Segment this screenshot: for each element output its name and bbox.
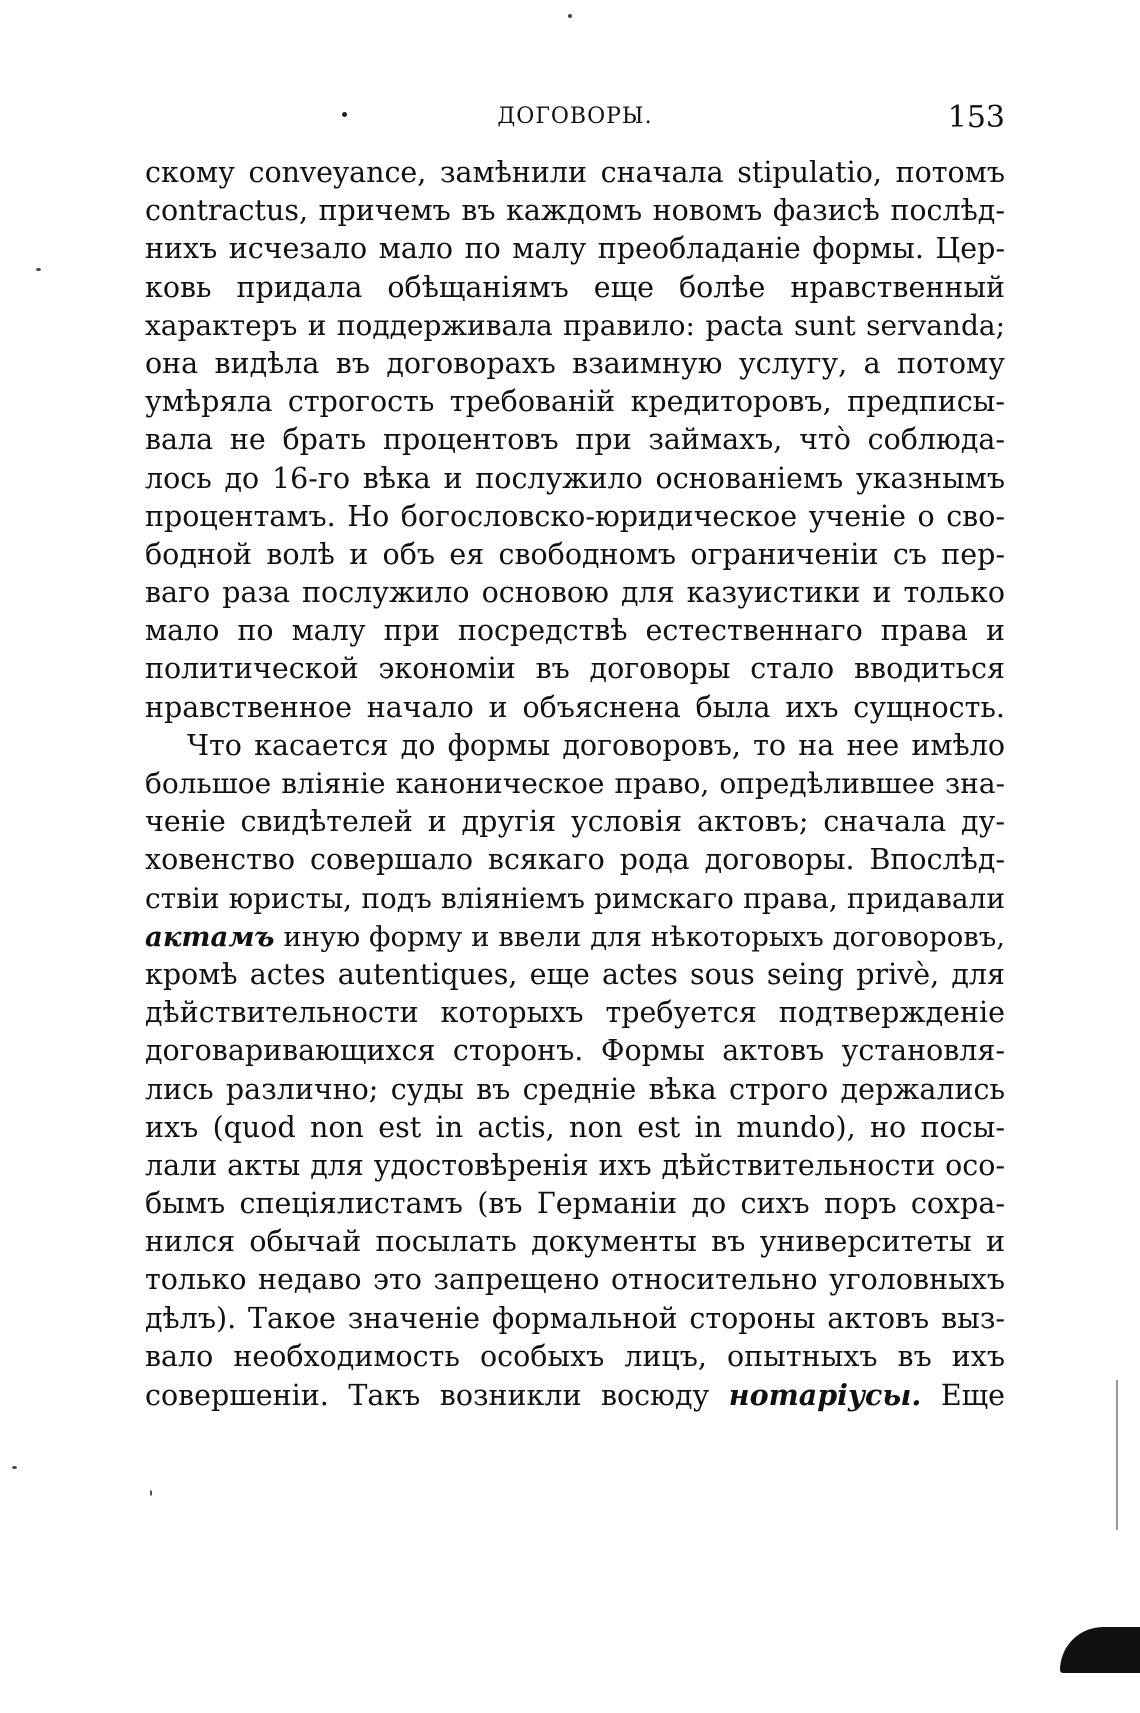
text-line: ихъ (quod non est in actis, non est in mundo), но посы-: [145, 1110, 1005, 1144]
text-line: лось до 16-го вѣка и послужило основаніемъ указнымъ: [145, 461, 1005, 495]
text-line: Что касается до формы договоровъ, то на нее имѣло: [187, 728, 1005, 762]
text-line: нравственное начало и объяснена была ихъ сущность.: [145, 690, 1005, 724]
paragraph: [145, 154, 1005, 727]
text-line: только недаво это запрещено относительно уголовныхъ: [145, 1263, 1005, 1297]
text-line: ствіи юристы, подъ вліяніемъ римскаго права, придавали: [145, 881, 1005, 915]
text-line: договаривающихся сторонъ. Формы актовъ установля-: [145, 1034, 1005, 1068]
text-line: вала не брать процентовъ при займахъ, что̀ соблюда-: [145, 423, 1005, 457]
text-line: дѣйствительности которыхъ требуется подтвержденіе: [145, 996, 1005, 1030]
body-text: [145, 154, 1005, 1414]
running-title: ДОГОВОРЫ.: [497, 104, 653, 129]
running-header: [145, 100, 1005, 140]
page-edge-shadow: [1116, 1380, 1118, 1530]
text-line: лись различно; суды въ средніе вѣка строго держались: [145, 1072, 1005, 1106]
text-line: совершеніи. Такъ возникли восюду нотаріусы. Еще: [145, 1378, 1005, 1412]
ink-speck: [150, 1490, 152, 1496]
text-line: нился обычай посылать документы въ университеты и: [145, 1225, 1005, 1259]
text-line: ченіе свидѣтелей и другія условія актовъ; сначала ду-: [145, 805, 1005, 839]
ink-speck: [36, 268, 41, 271]
text-line: политической экономіи въ договоры стало вводиться: [145, 652, 1005, 686]
paragraph: [145, 727, 1005, 1414]
ink-speck: [12, 1466, 17, 1469]
text-line: кромѣ actes autentiques, еще actes sous seing privè, для: [145, 957, 1005, 991]
text-line: вало необходимость особыхъ лицъ, опытныхъ въ ихъ: [145, 1339, 1005, 1373]
text-line: мало по малу при посредствѣ естественнаго права и: [145, 614, 1005, 648]
text-line: она видѣла въ договорахъ взаимную услугу, а потому: [145, 346, 1005, 380]
text-line: скому conveyance, замѣнили сначала stipulatio, потомъ: [145, 156, 1005, 189]
text-line: процентамъ. Но богословско-юридическое ученіе о сво-: [145, 499, 1005, 533]
text-line: ховенство совершало всякаго рода договоры. Впослѣд-: [145, 843, 1005, 877]
text-line: ковь придала обѣщаніямъ еще болѣе нравственный: [145, 270, 1005, 304]
text-line: актамъ иную форму и ввели для нѣкоторыхъ договоровъ,: [145, 920, 1005, 953]
page-number: 153: [947, 100, 1005, 135]
text-line: contractus, причемъ въ каждомъ новомъ фазисѣ послѣд-: [145, 194, 1005, 228]
emphasized-word: нотаріусы.: [728, 1378, 922, 1412]
text-line: бымъ спеціялистамъ (въ Германіи до сихъ поръ сохра-: [145, 1187, 1005, 1221]
text-line: дѣлъ). Такое значеніе формальной стороны актовъ выз-: [145, 1301, 1005, 1335]
text-line: характеръ и поддерживала правило: pacta sunt servanda;: [145, 308, 1005, 342]
text-line: лали акты для удостовѣренія ихъ дѣйствительности осо-: [145, 1148, 1005, 1182]
corner-ink-blot: [1060, 1627, 1140, 1673]
text-line: умѣряла строгость требованій кредиторовъ, предписы-: [145, 385, 1005, 419]
text-line: нихъ исчезало мало по малу преобладаніе формы. Цер-: [145, 232, 1005, 266]
ink-speck: [568, 14, 572, 18]
emphasized-word: актамъ: [145, 920, 275, 953]
text-line: ваго раза послужило основою для казуистики и только: [145, 576, 1005, 610]
text-line: большое вліяніе каноническое право, опредѣлившее зна-: [145, 767, 1005, 800]
text-line: бодной волѣ и объ ея свободномъ ограниченіи съ пер-: [145, 537, 1005, 571]
